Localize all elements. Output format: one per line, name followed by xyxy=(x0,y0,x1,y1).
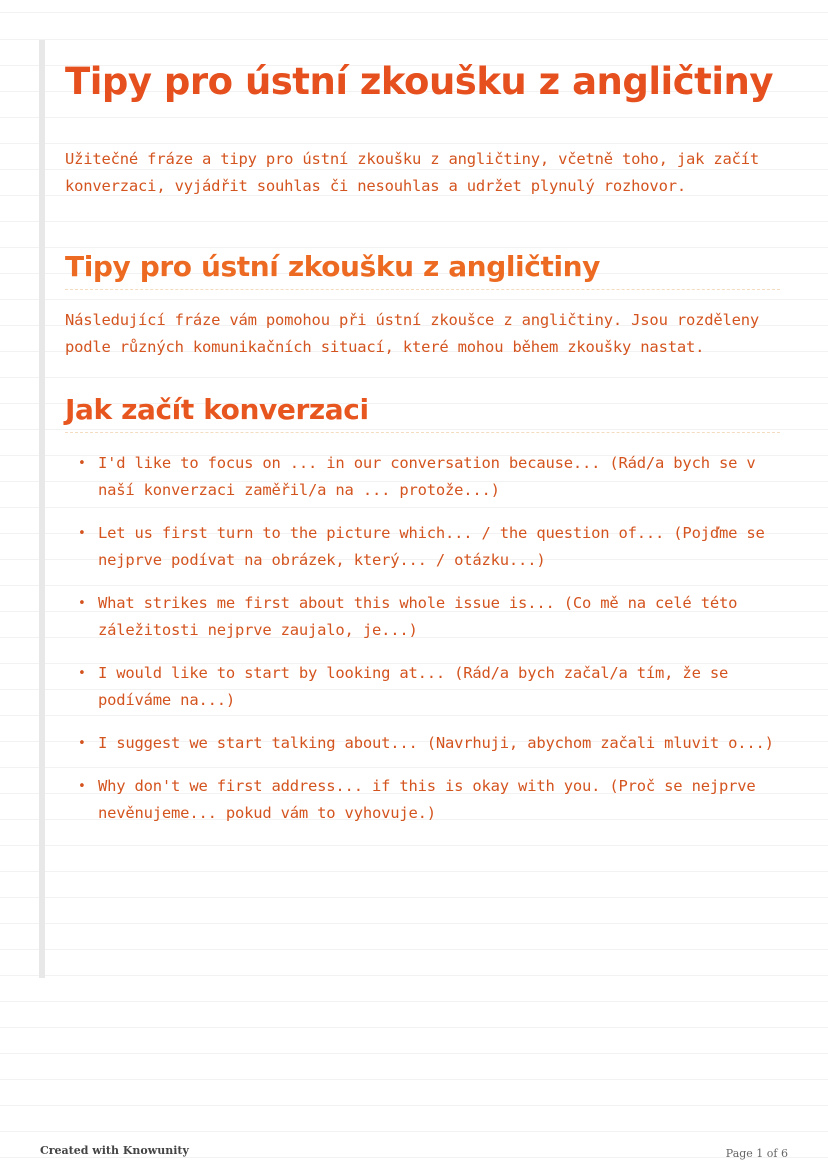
section-paragraph-tips: Následující fráze vám pomohou při ústní zkoušce z angličtiny. Jsou rozděleny podle různých komunikačních situací, které mohou během zkoušky nastat. xyxy=(65,311,760,356)
list-item xyxy=(65,590,780,644)
footer-page-number: Page 1 of 6 xyxy=(725,1147,788,1160)
intro-paragraph: Užitečné fráze a tipy pro ústní zkoušku z angličtiny, včetně toho, jak začít konverzaci, vyjádřit souhlas či nesouhlas a udržet plynulý rozhovor. xyxy=(65,150,760,195)
bullet-icon: • xyxy=(78,779,86,794)
page-content xyxy=(65,54,780,843)
page-margin-bar xyxy=(39,40,45,978)
list-item xyxy=(65,520,780,574)
bullet-icon: • xyxy=(78,736,86,751)
section-heading-tips: Tipy pro ústní zkoušku z angličtiny xyxy=(65,247,780,290)
phrase-text: What strikes me first about this whole issue is... (Co mě na celé této záležitosti nejprve zaujalo, je...) xyxy=(98,594,738,639)
phrase-text: Let us first turn to the picture which... / the question of... (Pojďme se nejprve podívat na obrázek, který... / otázku...) xyxy=(98,524,765,569)
bullet-icon: • xyxy=(78,456,86,471)
footer-created-with: Created with Knowunity xyxy=(40,1144,189,1157)
phrase-text: I suggest we start talking about... (Navrhuji, abychom začali mluvit o...) xyxy=(98,734,774,752)
page-title: Tipy pro ústní zkoušku z angličtiny xyxy=(65,60,773,103)
bullet-icon: • xyxy=(78,596,86,611)
phrase-text: Why don't we first address... if this is okay with you. (Proč se nejprve nevěnujeme... pokud vám to vyhovuje.) xyxy=(98,777,756,822)
list-item xyxy=(65,450,780,504)
list-item xyxy=(65,660,780,714)
list-item xyxy=(65,773,780,827)
phrase-text: I would like to start by looking at... (Rád/a bych začal/a tím, že se podíváme na...) xyxy=(98,664,729,709)
phrase-list xyxy=(65,450,780,827)
bullet-icon: • xyxy=(78,666,86,681)
list-item xyxy=(65,730,780,757)
phrase-text: I'd like to focus on ... in our conversation because... (Rád/a bych se v naší konverzaci zaměřil/a na ... protože...) xyxy=(98,454,756,499)
bullet-icon: • xyxy=(78,526,86,541)
section-heading-start-conversation: Jak začít konverzaci xyxy=(65,390,780,433)
